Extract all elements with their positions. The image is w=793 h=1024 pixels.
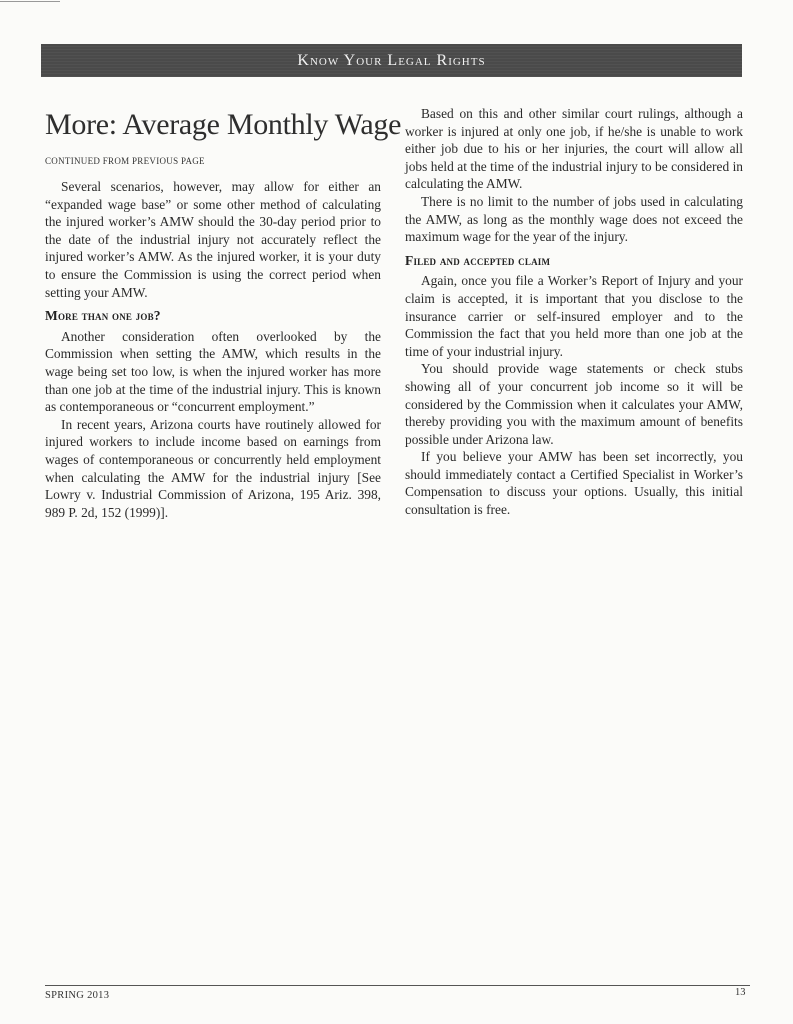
intro-paragraph: Several scenarios, however, may allow for either an “expanded wage base” or some other method of calculating the injured worker’s AMW should the 30-day period prior to the date of the industrial injury not accurately reflect the injured worker’s AMW. As the injured worker, it is your duty to ensure the Commission is using the correct period when setting your AMW.	[45, 179, 381, 300]
footer-issue: SPRING 2013	[45, 990, 110, 1001]
section-heading-more-than-one-job: More than one job?	[45, 308, 161, 324]
page-edge-rule	[0, 1, 60, 2]
banner-title: Know Your Legal Rights	[297, 51, 486, 69]
right-column	[405, 105, 743, 519]
page-number: 13	[735, 987, 746, 998]
body-paragraph: Another consideration often overlooked by the Commission when setting the AMW, which results in the wage being set too low, is when the injured worker has more than one job at the time of the industrial injury. This is known as contemporaneous or “concurrent employment.”	[45, 328, 381, 415]
body-paragraph: If you believe your AMW has been set incorrectly, you should immediately contact a Certified Specialist in Worker’s Compensation to discuss your options. Usually, this initial consultation is free.	[405, 449, 743, 518]
article-headline: More: Average Monthly Wage	[45, 108, 402, 141]
body-paragraph: Again, once you file a Worker’s Report of Injury and your claim is accepted, it is important that you disclose to the insurance carrier or self-insured employer and to the Commission the fact that you held more than one job at the time of your industrial injury.	[405, 273, 743, 359]
section-heading-filed-claim: Filed and accepted claim	[405, 252, 551, 268]
body-paragraph: In recent years, Arizona courts have routinely allowed for injured workers to include income based on earnings from wages of contemporaneous or concurrently held employment when calculating the AMW for the industrial injury [See Lowry v. Industrial Commission of Arizona, 195 Ariz. 398, 989 P. 2d, 152 (1999)].	[45, 416, 381, 520]
footer-rule	[45, 985, 750, 986]
body-paragraph: You should provide wage statements or check stubs showing all of your concurrent job income so it will be considered by the Commission when it calculates your AMW, thereby providing you with the maximum amount of benefits possible under Arizona law.	[405, 361, 743, 447]
section-banner	[41, 44, 742, 77]
body-paragraph: Based on this and other similar court rulings, although a worker is injured at only one job, if he/she is unable to work either job due to his or her injuries, the court will allow all jobs held at the time of the industrial injury to be considered in calculating the AMW.	[405, 106, 743, 192]
continued-label: CONTINUED FROM PREVIOUS PAGE	[45, 156, 205, 166]
body-paragraph: There is no limit to the number of jobs used in calculating the AMW, as long as the monthly wage does not exceed the maximum wage for the year of the injury.	[405, 193, 743, 245]
left-column	[45, 178, 381, 521]
